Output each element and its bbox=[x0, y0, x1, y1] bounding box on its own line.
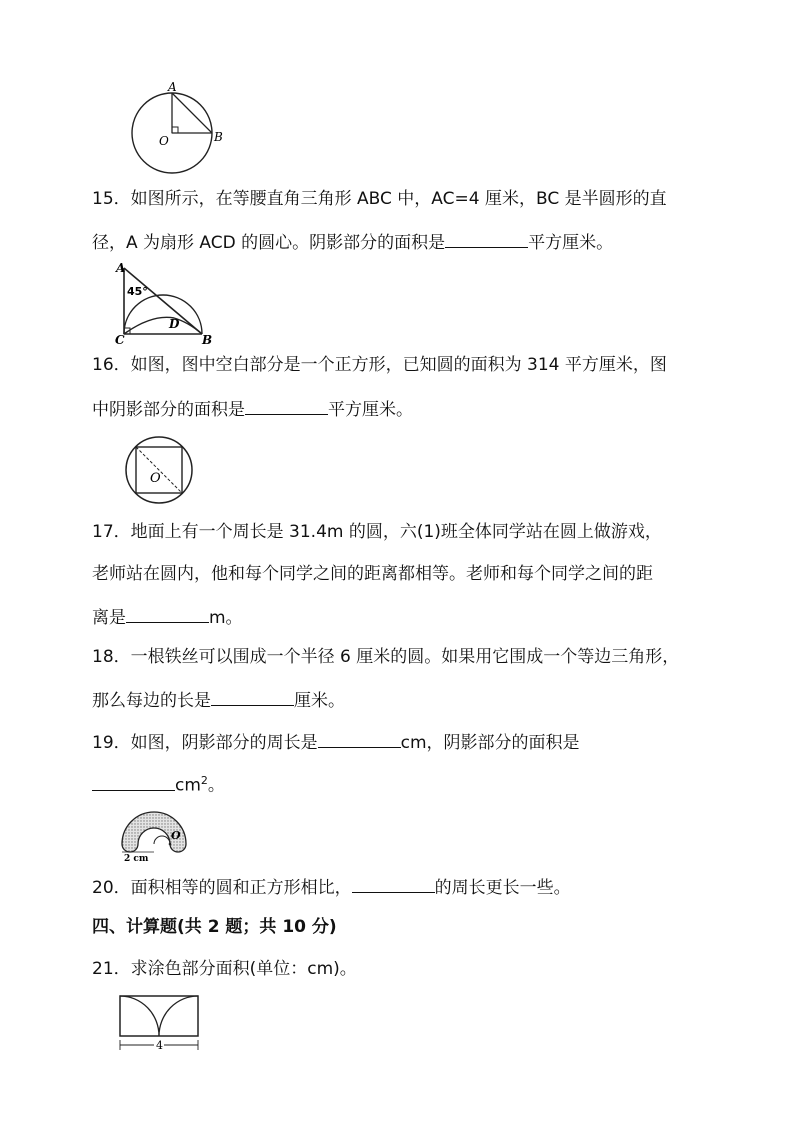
q17-answer-blank[interactable] bbox=[126, 604, 209, 623]
q15-triangle-figure bbox=[112, 262, 214, 346]
q19-perimeter-blank[interactable] bbox=[318, 729, 401, 748]
q15-line1: 15．如图所示，在等腰直角三角形 ABC 中，AC=4 厘米，BC 是半圆形的直 bbox=[92, 189, 667, 209]
q19-unit: cm bbox=[175, 775, 201, 796]
q18-line2 bbox=[92, 687, 345, 712]
q14-circle-figure bbox=[126, 78, 226, 178]
center-dot bbox=[169, 843, 172, 846]
q18-answer-blank[interactable] bbox=[211, 687, 294, 706]
q16-circle-square-figure bbox=[124, 434, 196, 506]
q17-line1: 17．地面上有一个周长是 31.4m 的圆，六(1)班全体同学站在圆上做游戏， bbox=[92, 522, 662, 542]
q16-answer-blank[interactable] bbox=[245, 396, 328, 415]
q18-line2-post: 厘米。 bbox=[294, 691, 345, 711]
q19-shaded-figure bbox=[116, 808, 192, 862]
dimension-label: 4 bbox=[156, 1039, 163, 1052]
q19-line1 bbox=[92, 729, 580, 754]
q20-line bbox=[92, 874, 571, 899]
label-b: B bbox=[214, 130, 223, 144]
q16-line2-post: 平方厘米。 bbox=[328, 400, 413, 420]
q17-line2: 老师站在圆内，他和每个同学之间的距离都相等。老师和每个同学之间的距 bbox=[92, 564, 653, 584]
q17-line3-pre: 离是 bbox=[92, 608, 126, 628]
dimension-label: 2 cm bbox=[124, 854, 149, 862]
q17-line3-post: m。 bbox=[209, 608, 243, 628]
q15-line2 bbox=[92, 229, 613, 254]
label-c: C bbox=[115, 333, 125, 346]
q19-line1-pre: 19．如图，阴影部分的周长是 bbox=[92, 733, 318, 753]
q20-answer-blank[interactable] bbox=[352, 874, 435, 893]
label-a: A bbox=[116, 262, 126, 275]
sector-arc bbox=[124, 317, 202, 334]
q16-line2 bbox=[92, 396, 413, 421]
inner-right-arc bbox=[154, 836, 170, 844]
label-o: O bbox=[171, 829, 181, 842]
q19-area-blank[interactable] bbox=[92, 772, 175, 791]
q20-post: 的周长更长一些。 bbox=[434, 878, 571, 898]
label-o: O bbox=[150, 471, 161, 486]
q16-line2-pre: 中阴影部分的面积是 bbox=[92, 400, 245, 420]
q19-line2-end: 。 bbox=[207, 775, 225, 796]
side-ab bbox=[124, 268, 202, 334]
q19-unit-exponent: 2 bbox=[200, 774, 208, 787]
q15-line2-post: 平方厘米。 bbox=[528, 233, 614, 253]
right-angle-mark bbox=[172, 127, 178, 133]
angle-label: 45° bbox=[127, 285, 148, 298]
q17-line3 bbox=[92, 604, 243, 629]
q21-rectangle-figure bbox=[114, 993, 204, 1053]
q19-line2 bbox=[92, 770, 225, 797]
label-b: B bbox=[202, 333, 213, 346]
q19-line1-mid: cm，阴影部分的面积是 bbox=[400, 733, 580, 753]
label-o: O bbox=[159, 134, 169, 148]
q21-text: 21．求涂色部分面积(单位：cm)。 bbox=[92, 959, 357, 979]
label-a: A bbox=[168, 80, 177, 94]
q20-pre: 20．面积相等的圆和正方形相比， bbox=[92, 878, 352, 898]
section-4-heading: 四、计算题(共 2 题；共 10 分) bbox=[92, 917, 337, 937]
q16-line1: 16．如图，图中空白部分是一个正方形，已知圆的面积为 314 平方厘米，图 bbox=[92, 355, 667, 375]
q18-line2-pre: 那么每边的长是 bbox=[92, 691, 211, 711]
q15-line2-pre: 径，A 为扇形 ACD 的圆心。阴影部分的面积是 bbox=[92, 233, 446, 253]
label-d: D bbox=[169, 317, 180, 331]
q18-line1: 18．一根铁丝可以围成一个半径 6 厘米的圆。如果用它围成一个等边三角形， bbox=[92, 647, 680, 667]
q15-answer-blank[interactable] bbox=[445, 229, 528, 248]
